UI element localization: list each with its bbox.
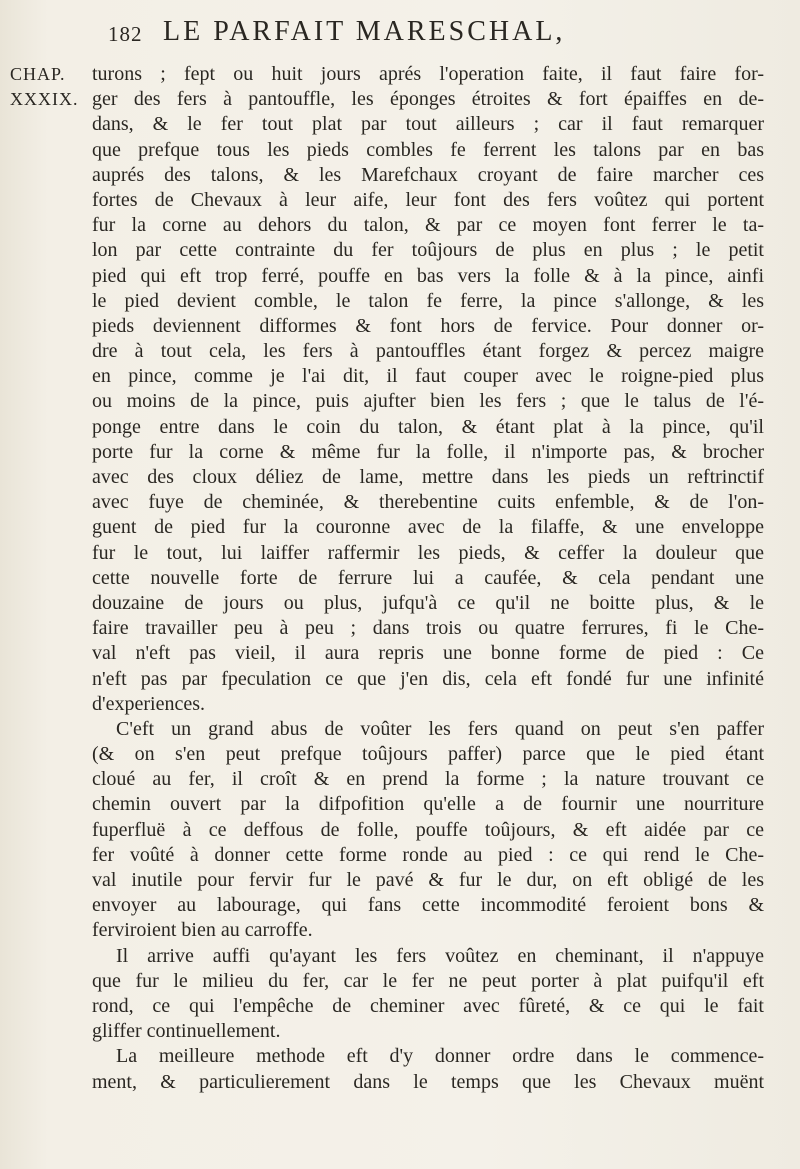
text-line: douzaine de jours ou plus, jufqu'à ce qu'il ne boitte plus, & le — [92, 591, 764, 614]
text-line: La meilleure methode eft d'y donner ordre dans le commence- — [116, 1045, 764, 1068]
text-line: val inutile pour fervir fur le pavé & fur le dur, on eft obligé de les — [92, 869, 764, 891]
text-line: envoyer au labourage, qui fans cette incommodité feroient bons & — [92, 894, 764, 917]
text-line: fur la corne au dehors du talon, & par ce moyen font ferrer le ta- — [92, 214, 764, 237]
text-line: avec des cloux déliez de lame, mettre dans les pieds un reftrinctif — [92, 466, 764, 488]
text-line: que prefque tous les pieds combles fe ferrent les talons par en bas — [92, 138, 764, 161]
text-line: le pied devient comble, le talon fe ferre, la pince s'allonge, & les — [92, 289, 764, 312]
text-line: cette nouvelle forte de ferrure lui a caufée, & cela pendant une — [92, 566, 764, 589]
text-line: fortes de Chevaux à leur aife, leur font des fers voûtez qui portent — [92, 188, 764, 211]
text-line: avec fuye de cheminée, & therebentine cuits enfemble, & de l'on- — [92, 491, 764, 514]
text-line: d'experiences. — [92, 692, 205, 715]
page-header — [108, 14, 748, 54]
text-line: guent de pied fur la couronne avec de la filaffe, & une enveloppe — [92, 516, 764, 539]
page-number: 182 — [108, 22, 143, 46]
text-line: C'eft un grand abus de voûter les fers quand on peut s'en paffer — [116, 717, 764, 740]
text-line: ferviroient bien au carroffe. — [92, 919, 313, 942]
text-line: (& on s'en peut prefque toûjours paffer) parce que le pied étant — [92, 743, 764, 766]
text-line: dre à tout cela, les fers à pantouffles étant forgez & percez maigre — [92, 340, 764, 363]
text-line: pied qui eft trop ferré, pouffe en bas vers la folle & à la pince, ainfi — [92, 264, 764, 287]
text-line: ou moins de la pince, puis ajufter bien les fers ; que le talus de l'é- — [92, 390, 764, 413]
text-line: chemin ouvert par la difpofition qu'elle a de fournir une nourriture — [92, 793, 764, 816]
running-title: LE PARFAIT MARESCHAL, — [163, 16, 566, 47]
text-line: ger des fers à pantouffle, les éponges étroites & fort épaiffes en de- — [92, 88, 764, 111]
text-line: que fur le milieu du fer, car le fer ne peut porter à plat puifqu'il eft — [92, 969, 764, 992]
text-line: dans, & le fer tout plat par tout ailleurs ; car il faut remarquer — [92, 113, 764, 136]
text-line: fer voûté à donner cette forme ronde au pied : ce qui rend le Che- — [92, 843, 764, 866]
chapter-number: XXXIX. — [10, 89, 79, 109]
chapter-margin-note — [10, 62, 90, 112]
text-line: cloué au fer, il croît & en prend la forme ; la nature trouvant ce — [92, 768, 764, 791]
text-line: ponge entre dans le coin du talon, & étant plat à la pince, qu'il — [92, 415, 764, 438]
text-line: ment, & particulierement dans le temps que les Chevaux muënt — [92, 1070, 764, 1093]
text-line: rond, ce qui l'empêche de cheminer avec fûreté, & ce qui le fait — [92, 994, 764, 1017]
text-line: fuperfluë à ce deffous de folle, pouffe toûjours, & eft aidée par ce — [92, 818, 764, 841]
chapter-label: CHAP. — [10, 64, 66, 84]
text-line: lon par cette contrainte du fer toûjours de plus en plus ; le petit — [92, 239, 764, 262]
text-line: en pince, comme je l'ai dit, il faut couper avec le roigne-pied plus — [92, 365, 764, 388]
text-line: n'eft pas par fpeculation ce que j'en dis, cela eft fondé fur une infinité — [92, 667, 764, 690]
text-line: val n'eft pas vieil, il aura repris une bonne forme de pied : Ce — [92, 642, 764, 665]
text-line: auprés des talons, & les Marefchaux croyant de faire marcher ces — [92, 163, 764, 186]
text-line: pieds deviennent difformes & font hors de fervice. Pour donner or- — [92, 314, 764, 337]
text-line: faire travailler peu à peu ; dans trois ou quatre ferrures, fi le Che- — [92, 617, 764, 640]
text-line: gliffer continuellement. — [92, 1020, 281, 1043]
text-line: Il arrive auffi qu'ayant les fers voûtez en cheminant, il n'appuye — [116, 944, 764, 967]
text-line: fur le tout, lui laiffer raffermir les pieds, & ceffer la douleur que — [92, 541, 764, 564]
text-line: porte fur la corne & même fur la folle, il n'importe pas, & brocher — [92, 440, 764, 463]
body-text — [92, 62, 764, 1095]
text-line: turons ; fept ou huit jours aprés l'operation faite, il faut faire for- — [92, 63, 764, 85]
